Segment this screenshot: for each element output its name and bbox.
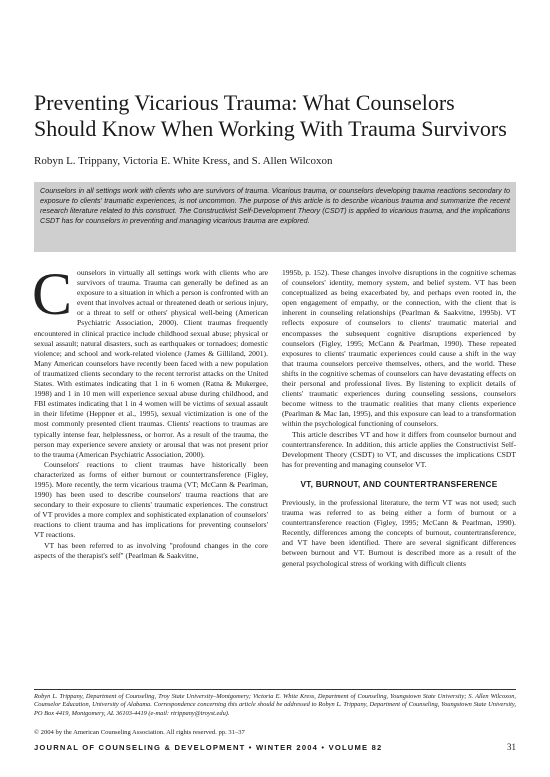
abstract-text: Counselors in all settings work with clients who are survivors of trauma. Vicarious trauma, or counselors developing trauma reactions secondary to exposure to clients' traumatic experiences, is not uncommon. The purpose of this article is to describe vicarious trauma and summarize the recent research literature related to this construct. The Constructivist Self-Development Theory (CSDT) is applied to vicarious trauma, and the implications CSDT has for counselors in preventing and managing vicarious trauma are explored. <box>40 186 510 226</box>
footer-divider <box>34 689 516 690</box>
page-number: 31 <box>507 742 516 752</box>
right-column <box>282 268 516 569</box>
paragraph: Previously, in the professional literature, the term VT was not used; such trauma was referred to as being either a form of burnout or a countertransference reaction (Figley, 1995; McCann & Pearlman, 1990). Recently, differences among the concepts of burnout, countertransference, and VT have been identified. There are several significant differences between burnout and VT. Burnout is described more as a result of the general psychological stress of working with difficult clients <box>282 497 516 568</box>
author-note: Robyn L. Trippany, Department of Counseling, Troy State University–Montgomery; Victoria E. White Kress, Department of Counseling, Youngstown State University; S. Allen Wilcoxon, Counselor Education, University of Alabama. Correspondence concerning this article should be addressed to Robyn L. Trippany, Department of Counseling, Youngstown State University, PO Box 4419, Montgomery, AL 36103-4419 (e-mail: rtrippany@troyst.edu). <box>34 693 516 717</box>
author-list: Robyn L. Trippany, Victoria E. White Kress, and S. Allen Wilcoxon <box>34 155 333 167</box>
abstract-box <box>34 182 516 252</box>
intro-paragraph <box>32 261 268 460</box>
paragraph: 1995b, p. 152). These changes involve disruptions in the cognitive schemas of counselors' identity, memory system, and belief system. VT has been conceptualized as being exacerbated by, and perhaps even rooted in, the open engagement of empathy, or the connection, with the client that is inherent in counseling relationships (Pearlman & Saakvitne, 1995b). VT reflects exposure of counselors to clients' traumatic material and encompasses the subsequent cognitive disruptions experienced by counselors (Figley, 1995; McCann & Pearlman, 1990). These repeated exposures to clients' traumatic experiences could cause a shift in the way that trauma counselors perceive themselves, others, and the world. These shifts in the cognitive schemas of counselors can have devastating effects on their personal and professional lives. By listening to explicit details of clients' traumatic experiences during counseling sessions, counselors become witness to the traumatic realities that many clients experience (Pearlman & Mac Ian, 1995), and this exposure can lead to a transformation within the psychological functioning of counselors. <box>282 268 516 429</box>
article-title: Preventing Vicarious Trauma: What Counselors Should Know When Working With Trauma Survivors <box>34 90 507 141</box>
left-column <box>32 261 268 561</box>
intro-paragraph-text: ounselors in virtually all settings work with clients who are survivors of trauma. Trauma can generally be defined as an exposure to a situation in which a person is confronted with an event that involves actual or threatened death or serious injury, or a threat to self or others' physical well-being (American Psychiatric Association, 2000). Client traumas frequently encountered in clinical practice include childhood sexual abuse; physical or sexual assault; natural disasters, such as earthquakes or tornadoes; domestic violence; and school and work-related violence (James & Gilliland, 2001). Many American counselors have recently been faced with a new population of traumatized clients secondary to the recent terrorist attacks on the United States. With estimates indicating that 1 in 6 women (Ratna & Mukergee, 1998) and 1 in 10 men will experience sexual abuse during childhood, and FBI estimates indicating that 1 in 4 women will be victims of sexual assault in their lifetime (Heppner et al., 1995), sexual victimization is one of the most commonly presented client traumas. Clients' reactions to traumas are typically intense fear, helplessness, or horror. As a result of the trauma, the person may experience severe anxiety or arousal that was not present prior to the trauma (American Psychiatric Association, 2000). <box>34 268 268 459</box>
copyright-notice: © 2004 by the American Counseling Association. All rights reserved. pp. 31–37 <box>34 729 245 736</box>
section-heading: VT, BURNOUT, AND COUNTERTRANSFERENCE <box>300 479 498 489</box>
paragraph: VT has been referred to as involving "profound changes in the core aspects of the therapist's self" (Pearlman & Saakvitne, <box>34 540 268 560</box>
drop-cap: C <box>32 261 73 327</box>
journal-running-footer: JOURNAL OF COUNSELING & DEVELOPMENT • WINTER 2004 • VOLUME 82 <box>34 743 383 752</box>
paragraph: This article describes VT and how it differs from counselor burnout and countertransference. In addition, this article applies the Constructivist Self-Development Theory (CSDT) to VT, and discusses the implications CSDT has for preventing and managing counselor VT. <box>282 429 516 469</box>
paragraph: Counselors' reactions to client traumas have historically been characterized as forms of either burnout or countertransference (Figley, 1995). More recently, the term vicarious trauma (VT; McCann & Pearlman, 1990) has been used to describe counselors' trauma reactions that are secondary to their exposure to clients' traumatic experiences. The construct of VT provides a more complex and sophisticated explanation of counselors' reactions to client trauma and has implications for preventing counselors' VT reactions. <box>34 459 268 540</box>
